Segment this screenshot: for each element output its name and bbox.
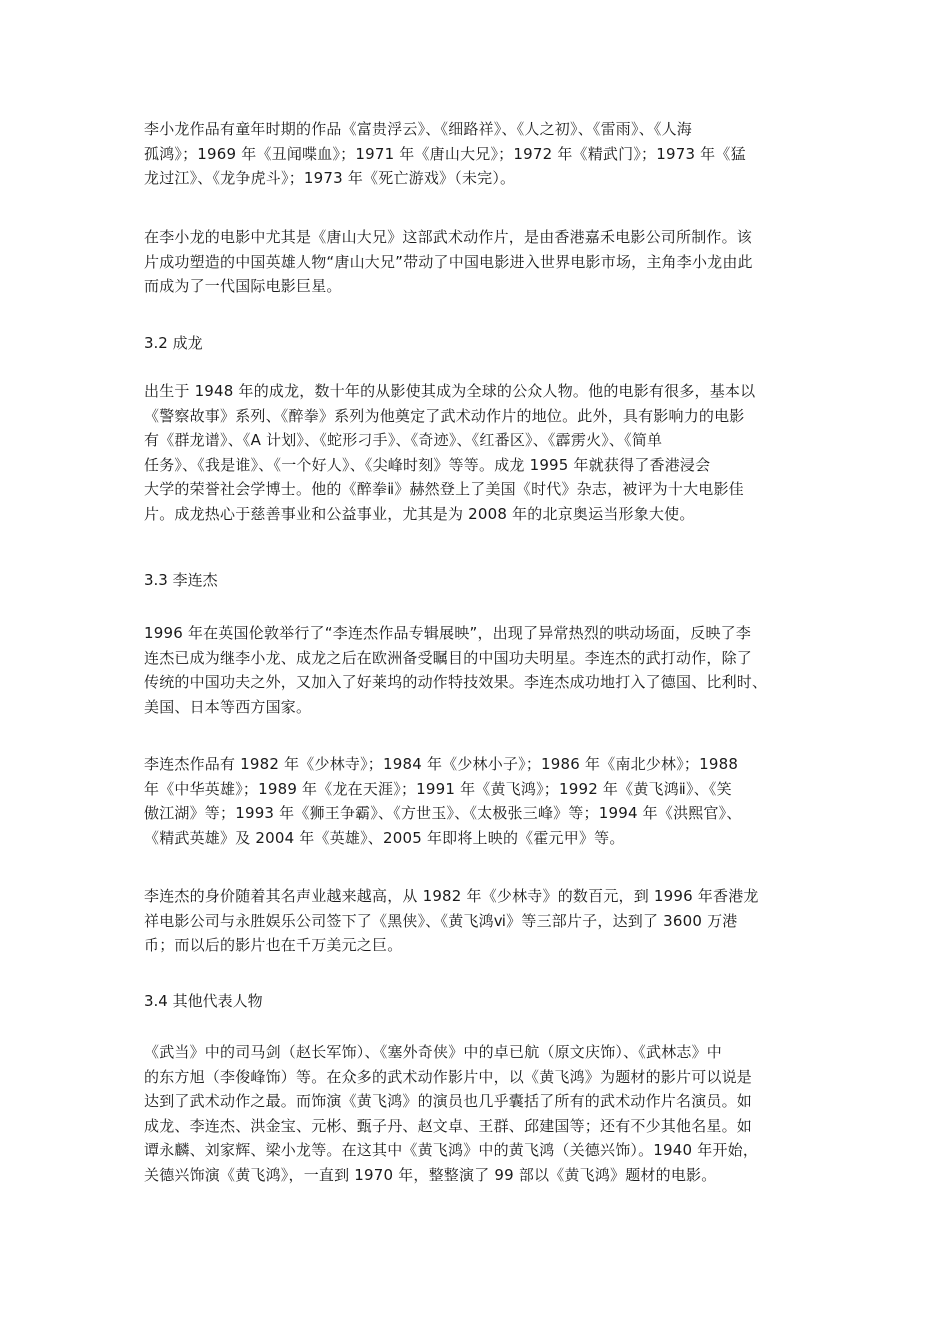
section-heading-3-3: 3.3 李连杰: [144, 571, 218, 589]
paragraph-jackie-chan: 出生于 1948 年的成龙，数十年的从影使其成为全球的公众人物。他的电影有很多，基本以 《警察故事》系列、《醉拳》系列为他奠定了武术动作片的地位。此外，具有影响力的电影 有《群龙谱》、《A 计划》、《蛇形刁手》、《奇迹》、《红番区》、《霹雳火》、《简单 任务》、《我是谁》、《一个好人》、《尖峰时刻》等等。成龙 1995 年就获得了香港浸会 大学的荣誉社会学博士。他的《醉拳ⅱ》赫然登上了美国《时代》杂志，被评为十大电影佳 片。成龙热心于慈善事业和公益事业，尤其是为 2008 年的北京奥运当形象大使。: [144, 382, 756, 523]
section-heading-3-4: 3.4 其他代表人物: [144, 992, 263, 1010]
section-heading-3-2: 3.2 成龙: [144, 334, 203, 352]
paragraph-jet-li-pay: 李连杰的身价随着其名声业越来越高，从 1982 年《少林寺》的数百元，到 1996 年香港龙 祥电影公司与永胜娱乐公司签下了《黑侠》、《黄飞鸿ⅵ》等三部片子，达到了 3600 万港 币；而以后的影片也在千万美元之巨。: [144, 887, 759, 955]
paragraph-other-figures: 《武当》中的司马剑（赵长军饰）、《塞外奇侠》中的卓已航（原文庆饰）、《武林志》中 的东方旭（李俊峰饰）等。在众多的武术动作影片中，以《黄飞鸿》为题材的影片可以说是 达到了武术动作之最。而饰演《黄飞鸿》的演员也几乎囊括了所有的武术动作片名演员。如 成龙、李连杰、洪金宝、元彬、甄子丹、赵文卓、王群、邱建国等；还有不少其他名星。如 谭永麟、刘家辉、梁小龙等。在这其中《黄飞鸿》中的黄飞鸿（关德兴饰）。1940 年开始， 关德兴饰演《黄飞鸿》，一直到 1970 年，整整演了 99 部以《黄飞鸿》题材的电影。: [144, 1043, 759, 1184]
paragraph-bruce-lee-works: 李小龙作品有童年时期的作品《富贵浮云》、《细路祥》、《人之初》、《雷雨》、《人海 孤鸿》；1969 年《丑闻喋血》；1971 年《唐山大兄》；1972 年《精武门》；1973 年《猛 龙过江》、《龙争虎斗》；1973 年《死亡游戏》（未完）。: [144, 120, 746, 188]
paragraph-big-boss: 在李小龙的电影中尤其是《唐山大兄》这部武术动作片，是由香港嘉禾电影公司所制作。该 片成功塑造的中国英雄人物“唐山大兄”带动了中国电影进入世界电影市场，主角李小龙由此 而成为了一代国际电影巨星。: [144, 228, 753, 296]
paragraph-jet-li-exhibition: 1996 年在英国伦敦举行了“李连杰作品专辑展映”，出现了异常热烈的哄动场面，反映了李 连杰已成为继李小龙、成龙之后在欧洲备受瞩目的中国功夫明星。李连杰的武打动作，除了 传统的中国功夫之外，又加入了好莱坞的动作特技效果。李连杰成功地打入了德国、比利时、 美国、日本等西方国家。: [144, 624, 768, 716]
paragraph-jet-li-works: 李连杰作品有 1982 年《少林寺》；1984 年《少林小子》；1986 年《南北少林》；1988 年《中华英雄》；1989 年《龙在天涯》；1991 年《黄飞鸿》；1992 年《黄飞鸿ⅱ》、《笑 傲江湖》等；1993 年《狮王争霸》、《方世玉》、《太极张三峰》等；1994 年《洪熙官》、 《精武英雄》及 2004 年《英雄》、2005 年即将上映的《霍元甲》等。: [144, 755, 742, 847]
